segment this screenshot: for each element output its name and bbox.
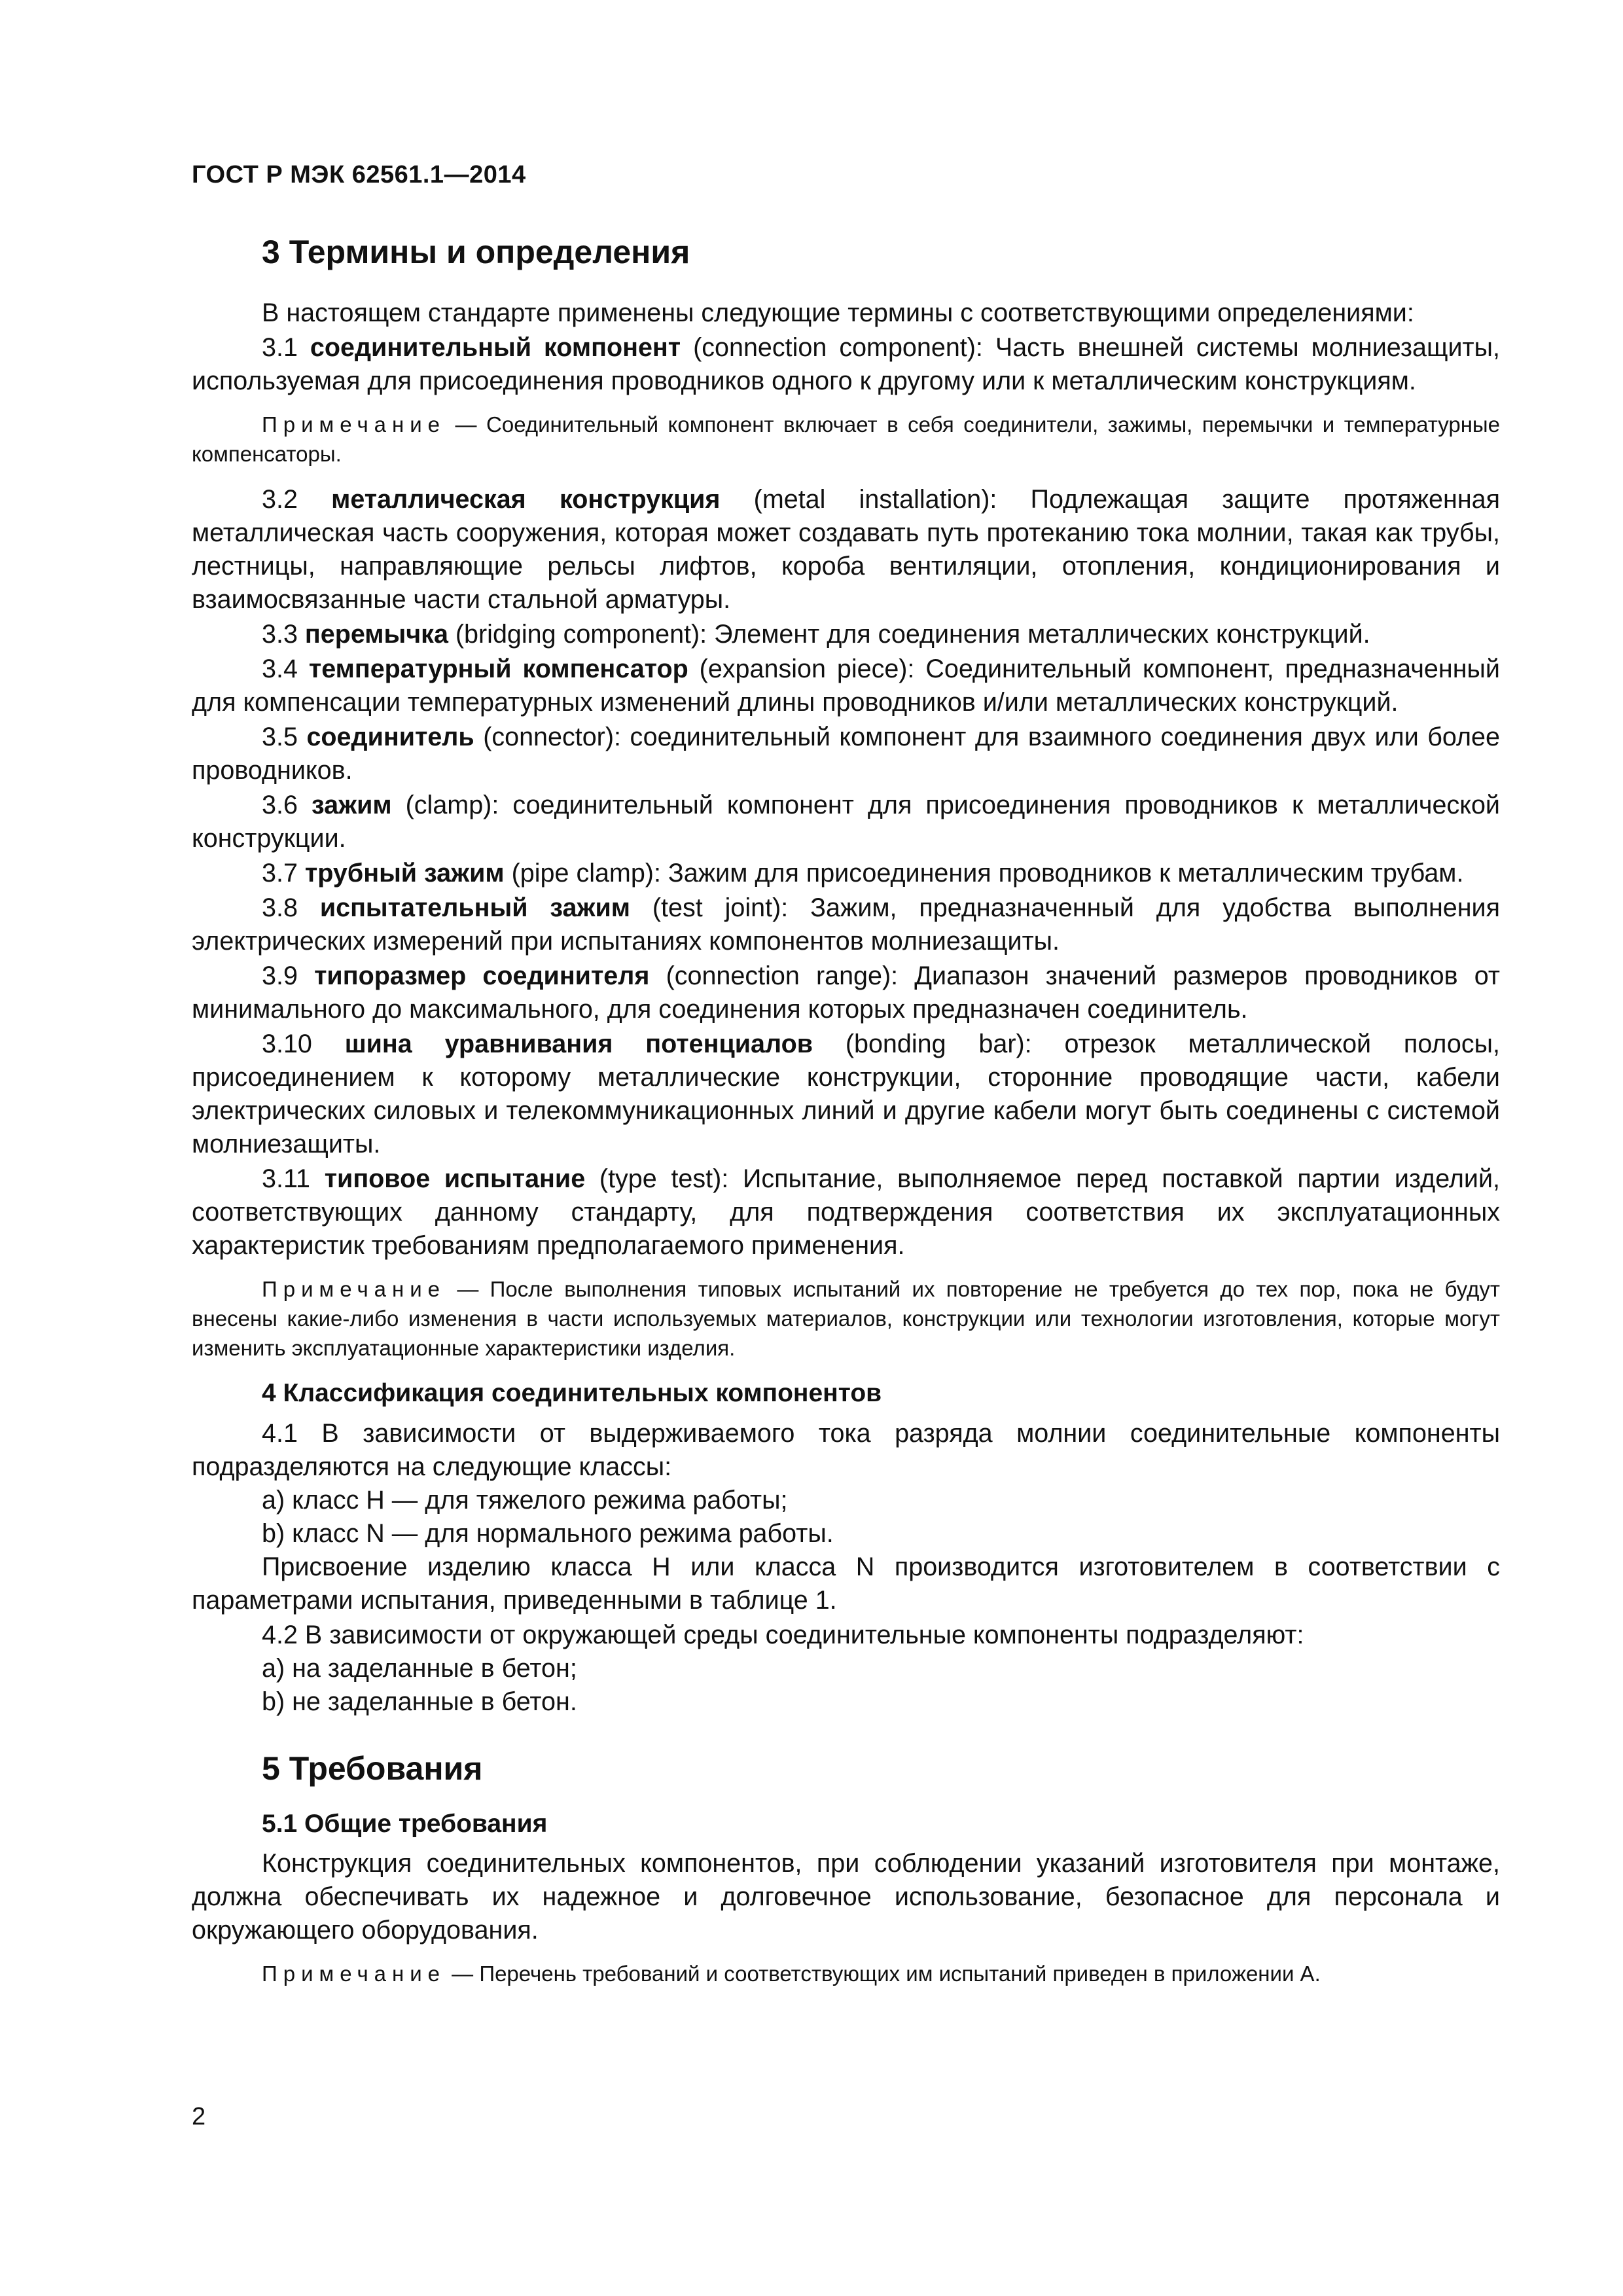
section-3-title: 3 Термины и определения [262, 234, 690, 270]
clause-4-1: 4.1 В зависимости от выдерживаемого тока разряда молнии соединительные компоненты подразделяются на следующие классы: [192, 1418, 1500, 1481]
list-item-class-n: b) класс N — для нормального режима работы. [262, 1518, 834, 1548]
note-text: — Перечень требований и соответствующих им испытаний приведен в приложении А. [446, 1962, 1321, 1986]
term-number: 3.9 [262, 961, 315, 990]
term-number: 3.5 [262, 723, 307, 751]
term-name: соединительный компонент [310, 333, 681, 362]
term-definition: (connection range): Диапазон значений размеров проводников от минимального до максимального, для соединения которых предназначен соединитель. [192, 961, 1500, 1024]
term-name: испытательный зажим [319, 893, 631, 922]
section-5-title: 5 Требования [262, 1749, 483, 1787]
note-text: — Соединительный компонент включает в себя соединители, зажимы, перемычки и температурные компенсаторы. [192, 412, 1500, 466]
term-number: 3.7 [262, 859, 305, 888]
term-definition: (clamp): соединительный компонент для присоединения проводников к металлической конструкции. [192, 791, 1500, 853]
note-label: Примечание [262, 1277, 446, 1301]
term-3-4 [192, 653, 1500, 719]
term-name: соединитель [306, 723, 474, 751]
note-text: — После выполнения типовых испытаний их повторение не требуется до тех пор, пока не будут внесены какие-либо изменения в части используемых материалов, конструкции или технологии изготовления, которые могут изменить эксплуатационные характеристики изделия. [192, 1277, 1500, 1360]
term-3-2 [192, 483, 1500, 617]
term-3-7 [192, 857, 1500, 890]
clause-4-2: 4.2 В зависимости от окружающей среды соединительные компоненты подразделяют: [262, 1620, 1304, 1649]
term-number: 3.3 [262, 620, 305, 649]
term-definition: (test joint): Зажим, предназначенный для удобства выполнения электрических измерений при испытаниях компонентов молниезащиты. [192, 893, 1501, 956]
term-definition: (connector): соединительный компонент для взаимного соединения двух или более проводников. [192, 723, 1500, 785]
term-name: трубный зажим [304, 859, 505, 888]
term-3-6 [192, 789, 1500, 855]
note-2 [192, 1274, 1500, 1363]
note-label: Примечание [262, 412, 446, 437]
term-number: 3.10 [262, 1030, 345, 1058]
term-number: 3.1 [262, 333, 310, 362]
term-3-10 [192, 1028, 1500, 1161]
section-3-intro: В настоящем стандарте применены следующие термины с соответствующими определениями: [262, 298, 1414, 327]
term-name: зажим [311, 791, 392, 819]
term-3-11 [192, 1162, 1500, 1263]
term-definition: (expansion piece): Соединительный компонент, предназначенный для компенсации температурных изменений длины проводников и/или металлических конструкций. [192, 655, 1500, 717]
list-item-not-concrete: b) не заделанные в бетон. [262, 1687, 577, 1716]
section-4-title: 4 Классификация соединительных компонентов [262, 1379, 882, 1407]
term-name: типовое испытание [324, 1164, 586, 1193]
list-item-class-h: а) класс H — для тяжелого режима работы; [262, 1485, 788, 1515]
term-number: 3.6 [262, 791, 312, 819]
document-header: ГОСТ Р МЭК 62561.1—2014 [192, 161, 526, 188]
term-number: 3.4 [262, 655, 309, 683]
term-name: шина уравнивания потенциалов [344, 1030, 813, 1058]
term-name: типоразмер соединителя [314, 961, 650, 990]
term-number: 3.8 [262, 893, 320, 922]
term-definition: (connection component): Часть внешней системы молниезащиты, используемая для присоединения проводников одного к другому или к металлическим конструкциям. [192, 333, 1500, 395]
term-3-3 [192, 618, 1500, 651]
note-1 [192, 410, 1500, 469]
term-name: температурный компенсатор [308, 655, 688, 683]
clause-4-1-assignment: Присвоение изделию класса H или класса N производится изготовителем в соответствии с параметрами испытания, приведенными в таблице 1. [192, 1552, 1500, 1615]
term-name: металлическая конструкция [331, 485, 721, 514]
term-number: 3.11 [262, 1164, 325, 1193]
term-3-5 [192, 721, 1500, 787]
list-item-concrete: а) на заделанные в бетон; [262, 1653, 577, 1683]
term-definition: (bridging component): Элемент для соединения металлических конструкций. [448, 620, 1370, 649]
term-3-8 [192, 891, 1500, 958]
note-label: Примечание [262, 1962, 446, 1986]
section-5-1-title: 5.1 Общие требования [262, 1809, 548, 1838]
term-definition: (metal installation): Подлежащая защите протяженная металлическая часть сооружения, которая может создавать путь протеканию тока молнии, такая как трубы, лестницы, направляющие рельсы лифтов, короба вентиляции, отопления, кондиционирования и взаимосвязанные части стальной арматуры. [192, 485, 1500, 614]
term-number: 3.2 [262, 485, 332, 514]
note-3 [192, 1959, 1500, 1988]
term-definition: (bonding bar): отрезок металлической полосы, присоединением к которому металлические конструкции, сторонние проводящие части, кабели электрических силовых и телекоммуникационных линий и другие кабели могут быть соединены с системой молниезащиты. [192, 1030, 1500, 1158]
term-3-9 [192, 960, 1500, 1026]
term-name: перемычка [304, 620, 448, 649]
term-definition: (pipe clamp): Зажим для присоединения проводников к металлическим трубам. [504, 859, 1464, 888]
document-body [192, 232, 1500, 2003]
clause-5-1: Конструкция соединительных компонентов, при соблюдении указаний изготовителя при монтаже, должна обеспечивать их надежное и долговечное использование, безопасное для персонала и окружающего оборудования. [192, 1849, 1500, 1945]
term-definition: (type test): Испытание, выполняемое перед поставкой партии изделий, соответствующих данному стандарту, для подтверждения соответствия их эксплуатационных характеристик требованиям предполагаемого применения. [192, 1164, 1501, 1260]
page-number: 2 [192, 2103, 206, 2130]
term-3-1 [192, 331, 1500, 398]
